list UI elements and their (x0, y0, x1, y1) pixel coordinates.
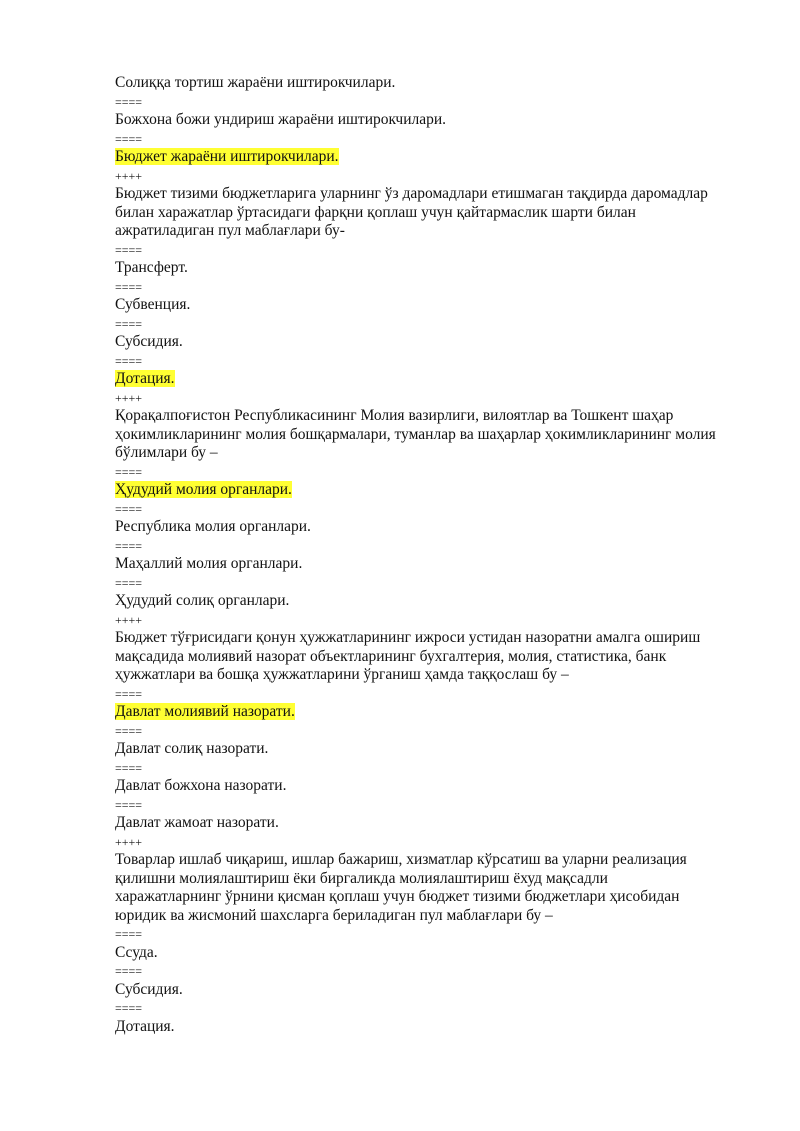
separator-line: ==== (115, 1001, 143, 1015)
text-line: харажатларнинг ўрнини қисман қоплаш учун бюджет тизими бюджетлари ҳисобидан (115, 888, 680, 905)
separator-line: ==== (115, 927, 143, 941)
text-line: мақсадида молиявий назорат объектларининг бухгалтерия, молия, статистика, банк (115, 647, 667, 665)
text-line: билан харажатлар ўртасидаги фарқни қоплаш учун қайтармаслик шарти билан (115, 203, 636, 221)
text-line: ажратиладиган пул маблағлари бу- (115, 222, 345, 239)
text-line: бўлимлари бу – (115, 444, 218, 461)
separator-line: ==== (115, 242, 143, 257)
highlighted-answer-line (115, 703, 740, 722)
text-line: Ҳудудий солиқ органлари. (115, 592, 290, 609)
text-line: Субсидия. (115, 333, 183, 350)
highlighted-answer-line (115, 481, 740, 500)
separator-line: ==== (115, 723, 143, 738)
separator-line: ++++ (115, 834, 143, 849)
text-line: Давлат жамоат назорати. (115, 814, 279, 831)
text-line: Бюджет тизими бюджетларига уларнинг ўз даромадлари етишмаган тақдирда даромадлар (115, 185, 708, 202)
separator-line: ==== (115, 538, 143, 553)
separator-line: ++++ (115, 390, 143, 405)
text-line: Давлат божхона назорати. (115, 777, 287, 794)
separator-line: ==== (115, 279, 143, 294)
text-line: юридик ва жисмоний шахсларга бериладиган пул маблағлари бу – (115, 906, 553, 924)
separator-line: ==== (115, 94, 143, 109)
separator-line: ==== (115, 316, 143, 331)
separator-line: ==== (115, 760, 143, 775)
separator-line: ==== (115, 464, 143, 479)
separator-line: ==== (115, 353, 143, 368)
text-line: Республика молия органлари. (115, 518, 311, 535)
text-line: Ссуда. (115, 943, 158, 961)
separator-line: ==== (115, 575, 143, 590)
separator-line: ++++ (115, 168, 143, 183)
highlighted-answer-text: Давлат молиявий назорати. (115, 703, 295, 720)
separator-line: ==== (115, 131, 143, 146)
text-line: Субсидия. (115, 980, 183, 998)
separator-line: ++++ (115, 612, 143, 627)
text-line: Солиққа тортиш жараёни иштирокчилари. (115, 74, 396, 91)
text-line: Товарлар ишлаб чиқариш, ишлар бажариш, хизматлар кўрсатиш ва уларни реализация (115, 851, 687, 868)
text-line: Маҳаллий молия органлари. (115, 555, 303, 572)
text-line: Давлат солиқ назорати. (115, 740, 269, 757)
highlighted-answer-text: Ҳудудий молия органлари. (115, 481, 292, 498)
text-line: Бюджет тўғрисидаги қонун ҳужжатларининг ижроси устидан назоратни амалга ошириш (115, 629, 701, 646)
separator-line: ==== (115, 964, 143, 978)
separator-line: ==== (115, 797, 143, 812)
text-line: Дотация. (115, 1017, 175, 1035)
text-line: ҳужжатлари ва бошқа ҳужжатларини ўрганиш ҳамда таққослаш бу – (115, 666, 569, 683)
text-line: Субвенция. (115, 296, 191, 313)
text-line: ҳокимликларининг молия бошқармалари, туманлар ва шаҳарлар ҳокимликларининг молия (115, 425, 716, 443)
text-line: Трансферт. (115, 259, 188, 276)
highlighted-answer-line (115, 370, 740, 389)
text-line: Қорақалпоғистон Республикасининг Молия вазирлиги, вилоятлар ва Тошкент шаҳар (115, 407, 674, 424)
highlighted-answer-line (115, 148, 740, 167)
separator-line: ==== (115, 686, 143, 701)
highlighted-answer-text: Дотация. (115, 370, 175, 387)
text-line: Божхона божи ундириш жараёни иштирокчилари. (115, 111, 447, 128)
separator-line: ==== (115, 501, 143, 516)
text-line: қилишни молиялаштириш ёки биргаликда молиялаштириш ёхуд мақсадли (115, 869, 608, 887)
highlighted-answer-text: Бюджет жараёни иштирокчилари. (115, 148, 339, 165)
